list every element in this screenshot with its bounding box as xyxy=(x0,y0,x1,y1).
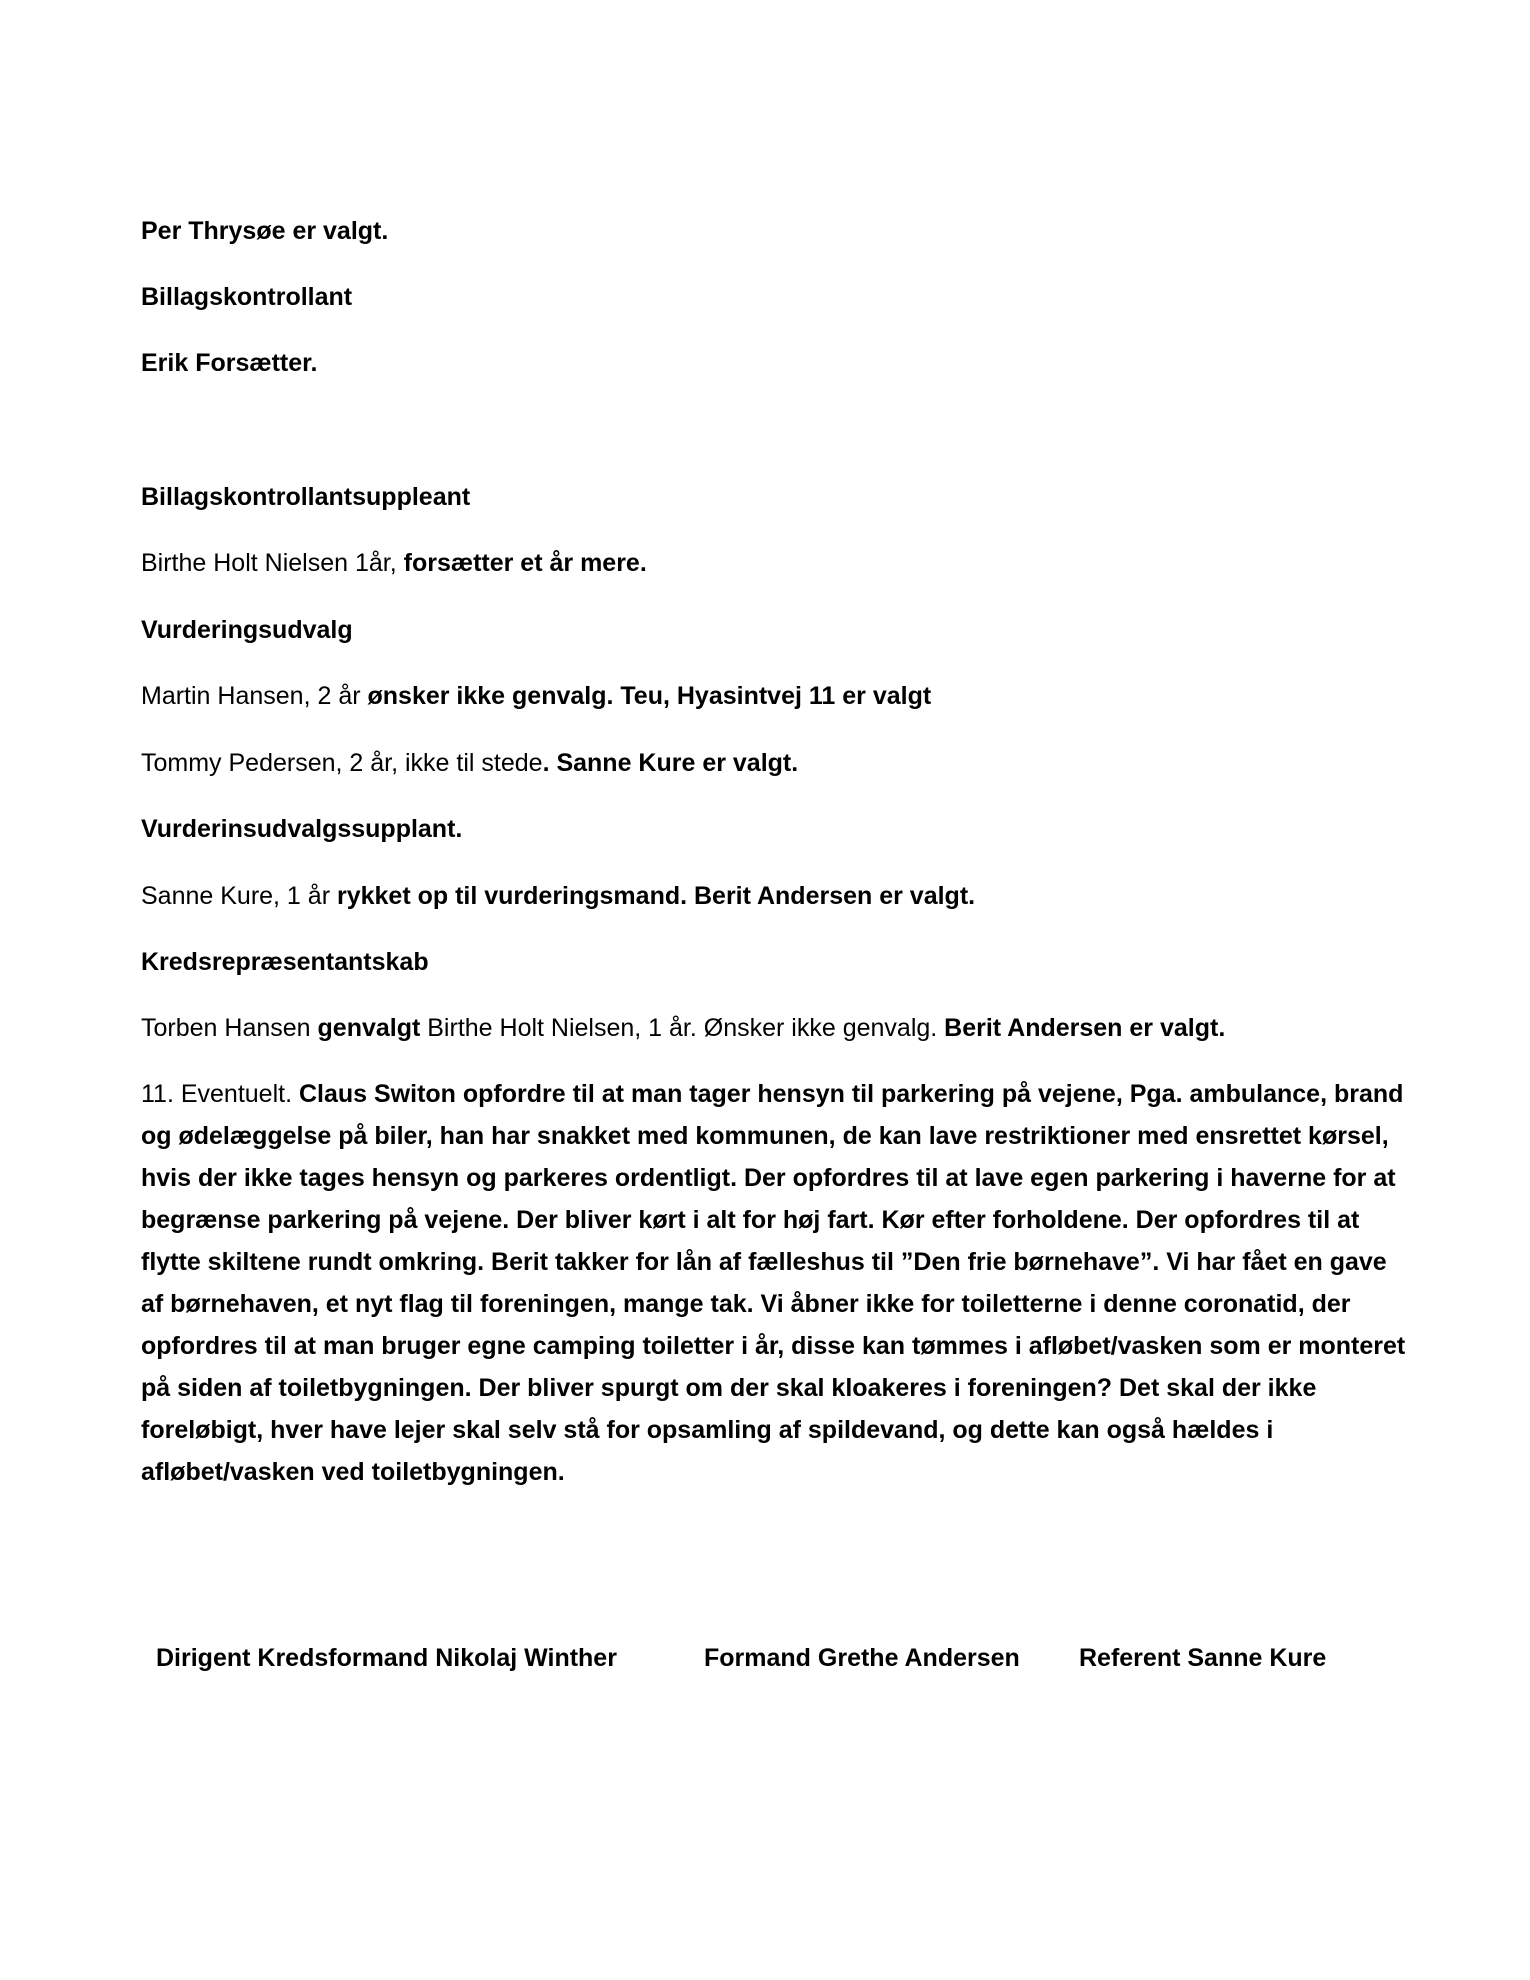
eventuelt-paragraph xyxy=(141,1073,1409,1493)
eventuelt-text: Claus Switon opfordre til at man tager hensyn til parkering på vejene, Pga. ambulance, brand og ødelæggelse på biler, han har snakket med kommunen, de kan lave restriktioner med ensrettet kørsel, hvis der ikke tages hensyn og parkeres ordentligt. Der opfordres til at lave egen parkering i haverne for at begrænse parkering på vejene. Der bliver kørt i alt for høj fart. Kør efter forholdene. Der opfordres til at flytte skiltene rundt omkring. Berit takker for lån af fælleshus til ”Den frie børnehave”. Vi har fået en gave af børnehaven, et nyt flag til foreningen, mange tak. Vi åbner ikke for toiletterne i denne coronatid, der opfordres til at man bruger egne camping toiletter i år, disse kan tømmes i afløbet/vasken som er monteret på siden af toiletbygningen. Der bliver spurgt om der skal kloakeres i foreningen? Det skal der ikke foreløbigt, hver have lejer skal selv stå for opsamling af spildevand, og dette kan også hældes i afløbet/vasken ved toiletbygningen. xyxy=(141,1080,1406,1486)
line-erik: Erik Forsætter. xyxy=(141,349,318,377)
heading-vurderinsudvalgssupplant: Vurderinsudvalgssupplant. xyxy=(141,815,463,843)
line-torben-normal: Torben Hansen xyxy=(141,1014,318,1042)
signature-formand: Formand Grethe Andersen xyxy=(704,1644,1020,1672)
line-martin xyxy=(141,681,1401,711)
line-torben-bold: genvalgt xyxy=(317,1014,421,1042)
signature-referent: Referent Sanne Kure xyxy=(1079,1644,1327,1672)
line-torben xyxy=(141,1013,1401,1043)
line-torben-normal-2: Birthe Holt Nielsen, 1 år. Ønsker ikke genvalg. xyxy=(420,1014,945,1042)
elected-line-per: Per Thrysøe er valgt. xyxy=(141,217,389,245)
heading-billagskontrollant: Billagskontrollant xyxy=(141,283,353,311)
line-sanne-normal: Sanne Kure, 1 år xyxy=(141,882,337,910)
line-sanne xyxy=(141,881,1401,911)
line-torben-bold-2: Berit Andersen er valgt. xyxy=(944,1014,1226,1042)
line-birthe-bold: forsætter et år mere. xyxy=(403,549,647,577)
line-sanne-bold: rykket op til vurderingsmand. Berit Andersen er valgt. xyxy=(336,882,976,910)
heading-billagskontrollantsuppleant: Billagskontrollantsuppleant xyxy=(141,483,471,511)
heading-kredsrepraesentantskab: Kredsrepræsentantskab xyxy=(141,948,429,976)
line-tommy-normal: Tommy Pedersen, 2 år, ikke til stede xyxy=(141,749,543,777)
line-martin-normal: Martin Hansen, 2 år xyxy=(141,682,368,710)
line-tommy xyxy=(141,748,1401,778)
line-martin-bold: ønsker ikke genvalg. Teu, Hyasintvej 11 er valgt xyxy=(367,682,932,710)
line-birthe xyxy=(141,548,1401,578)
line-birthe-normal: Birthe Holt Nielsen 1år, xyxy=(141,549,404,577)
line-tommy-bold: . Sanne Kure er valgt. xyxy=(542,749,799,777)
signature-dirigent: Dirigent Kredsformand Nikolaj Winther xyxy=(156,1644,617,1672)
heading-vurderingsudvalg: Vurderingsudvalg xyxy=(141,616,353,644)
eventuelt-label: 11. Eventuelt. xyxy=(141,1080,299,1108)
